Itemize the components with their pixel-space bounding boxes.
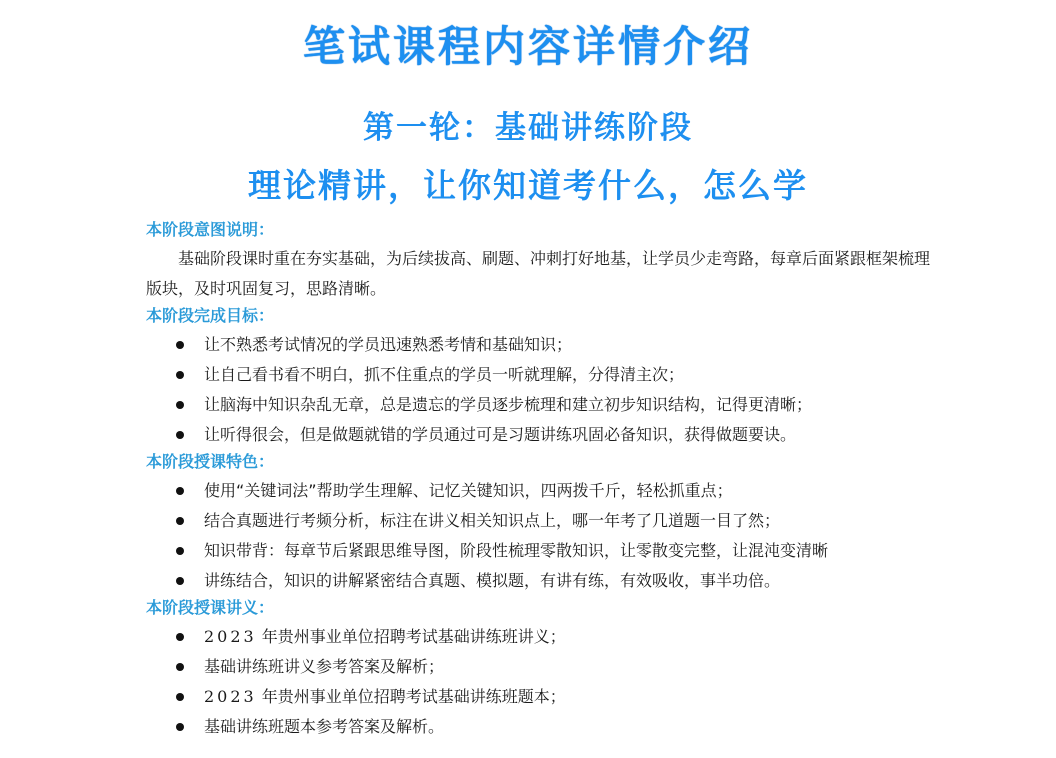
- list-item-text: 使用“关键词法”帮助学生理解、记忆关键知识，四两拨千斤，轻松抓重点；: [204, 481, 733, 500]
- page-title: 笔试课程内容详情介绍: [302, 22, 753, 71]
- intent-heading: 本阶段意图说明：: [146, 220, 275, 239]
- materials-list: [146, 622, 936, 742]
- list-item: [146, 566, 936, 596]
- bullet-icon: [176, 663, 184, 671]
- list-item: [146, 330, 936, 360]
- list-item-text: 讲练结合，知识的讲解紧密结合真题、模拟题，有讲有练，有效吸收，事半功倍。: [204, 571, 781, 590]
- list-item: [146, 476, 936, 506]
- slogan: 理论精讲，让你知道考什么，怎么学: [248, 166, 808, 205]
- list-item: [146, 420, 936, 450]
- goals-list: [146, 330, 936, 450]
- list-item-text: 结合真题进行考频分析，标注在讲义相关知识点上，哪一年考了几道题一目了然；: [204, 511, 781, 530]
- bullet-icon: [176, 633, 184, 641]
- bullet-icon: [176, 517, 184, 525]
- list-item-text: 让脑海中知识杂乱无章，总是遗忘的学员逐步梳理和建立初步知识结构，记得更清晰；: [204, 395, 813, 414]
- goals-heading: 本阶段完成目标：: [146, 306, 275, 325]
- bullet-icon: [176, 341, 184, 349]
- bullet-icon: [176, 487, 184, 495]
- list-item-text: 年贵州事业单位招聘考试基础讲练班讲义；: [256, 627, 566, 646]
- list-item: [146, 360, 936, 390]
- year-label: 2023: [204, 687, 257, 706]
- content: [146, 218, 936, 742]
- list-item: [146, 536, 936, 566]
- bullet-icon: [176, 723, 184, 731]
- list-item: [146, 622, 936, 652]
- list-item-text: 让自己看书看不明白，抓不住重点的学员一听就理解，分得清主次；: [204, 365, 685, 384]
- list-item: [146, 506, 936, 536]
- list-item-text: 知识带背：每章节后紧跟思维导图，阶段性梳理零散知识，让零散变完整，让混沌变清晰: [204, 541, 829, 560]
- list-item: [146, 652, 936, 682]
- bullet-icon: [176, 547, 184, 555]
- bullet-icon: [176, 693, 184, 701]
- list-item: [146, 712, 936, 742]
- bullet-icon: [176, 577, 184, 585]
- list-item-text: 让不熟悉考试情况的学员迅速熟悉考情和基础知识；: [204, 335, 573, 354]
- list-item-text: 基础讲练班题本参考答案及解析。: [204, 717, 445, 736]
- year-label: 2023: [204, 627, 257, 646]
- features-heading: 本阶段授课特色：: [146, 452, 275, 471]
- features-list: [146, 476, 936, 596]
- list-item-text: 让听得很会，但是做题就错的学员通过可是习题讲练巩固必备知识，获得做题要诀。: [204, 425, 797, 444]
- bullet-icon: [176, 401, 184, 409]
- list-item-text: 年贵州事业单位招聘考试基础讲练班题本；: [256, 687, 566, 706]
- intent-text: 基础阶段课时重在夯实基础，为后续拔高、刷题、冲刺打好地基，让学员少走弯路，每章后面紧跟框架梳理版块，及时巩固复习，思路清晰。: [146, 249, 931, 298]
- list-item: [146, 390, 936, 420]
- bullet-icon: [176, 371, 184, 379]
- bullet-icon: [176, 431, 184, 439]
- list-item: [146, 682, 936, 712]
- list-item-text: 基础讲练班讲义参考答案及解析；: [204, 657, 445, 676]
- materials-heading: 本阶段授课讲义：: [146, 598, 275, 617]
- round-heading: 第一轮：基础讲练阶段: [363, 110, 693, 146]
